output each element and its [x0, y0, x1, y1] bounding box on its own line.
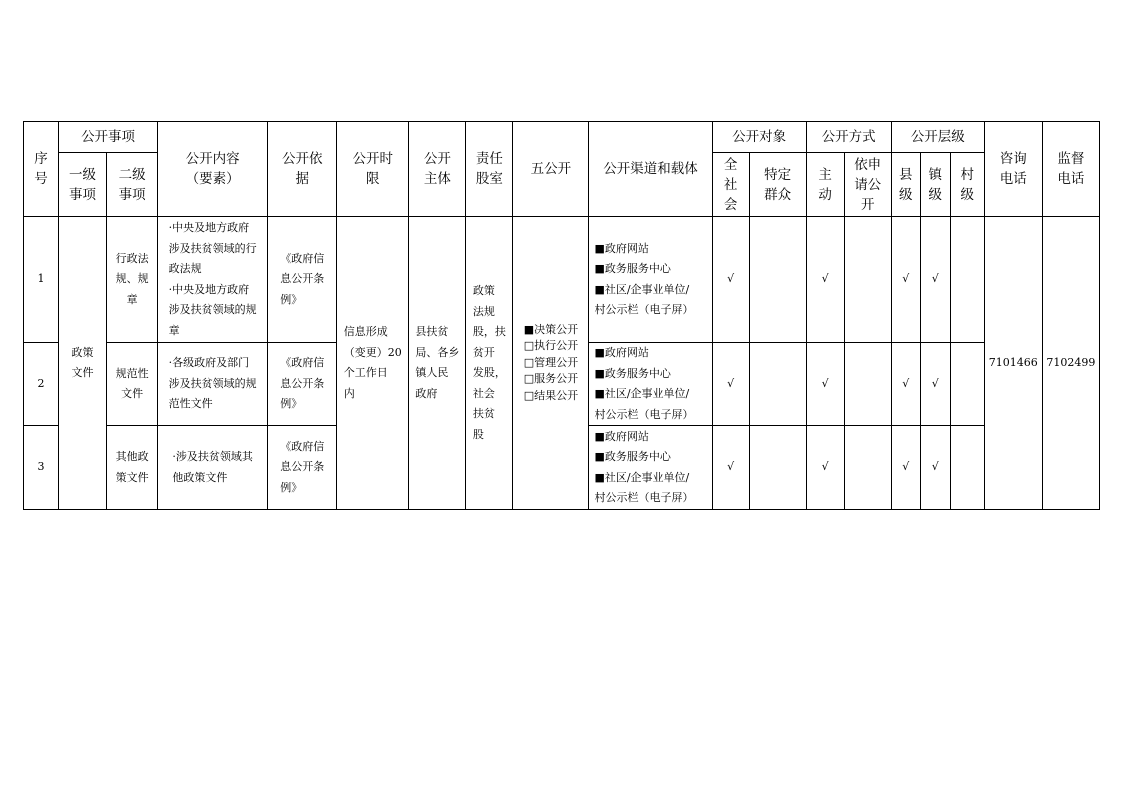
cell-mode-apply — [844, 217, 891, 343]
check-tier-county: √ — [891, 426, 920, 510]
header-level2: 二级 事项 — [107, 153, 158, 217]
cell-tier-village — [950, 343, 984, 426]
row-level2: 规范性 文件 — [107, 343, 158, 426]
disclosure-subject: 县扶贫 局、各乡 镇人民 政府 — [409, 217, 466, 510]
header-mode-active: 主 动 — [806, 153, 844, 217]
check-tier-county: √ — [891, 343, 920, 426]
check-tier-town: √ — [920, 426, 950, 510]
time-limit: 信息形成 （变更）20 个工作日 内 — [337, 217, 409, 510]
consult-phone: 7101466 — [984, 217, 1042, 510]
five-item-result: □结果公开 — [523, 388, 579, 402]
header-dept: 责任 股室 — [466, 122, 513, 217]
header-time: 公开时 限 — [337, 122, 409, 217]
header-mode: 公开方式 — [806, 122, 891, 153]
check-mode-active: √ — [806, 426, 844, 510]
row-basis: 《政府信 息公开条 例》 — [268, 426, 337, 510]
disclosure-table — [23, 121, 1100, 510]
row-level2: 其他政 策文件 — [107, 426, 158, 510]
check-tier-county: √ — [891, 217, 920, 343]
five-item-decision: ■决策公开 — [523, 322, 579, 336]
row-seq: 1 — [24, 217, 59, 343]
header-matter: 公开事项 — [59, 122, 158, 153]
header-seq: 序 号 — [24, 122, 59, 217]
row-content: ·中央及地方政府 涉及扶贫领域的行 政法规 ·中央及地方政府 涉及扶贫领域的规 章 — [158, 217, 268, 343]
check-tier-town: √ — [920, 217, 950, 343]
row-basis: 《政府信 息公开条 例》 — [268, 343, 337, 426]
header-five: 五公开 — [513, 122, 589, 217]
header-target: 公开对象 — [712, 122, 806, 153]
row-channel: ■政府网站 ■政务服务中心 ■社区/企事业单位/ 村公示栏（电子屏） — [589, 343, 712, 426]
cell-mode-apply — [844, 426, 891, 510]
header-mode-apply: 依申 请公 开 — [844, 153, 891, 217]
row-basis: 《政府信 息公开条 例》 — [268, 217, 337, 343]
header-supervise: 监督 电话 — [1042, 122, 1099, 217]
header-content: 公开内容 （要素） — [158, 122, 268, 217]
header-tier-county: 县 级 — [891, 153, 920, 217]
row-content: ·涉及扶贫领域其 他政策文件 — [158, 426, 268, 510]
row-channel: ■政府网站 ■政务服务中心 ■社区/企事业单位/ 村公示栏（电子屏） — [589, 426, 712, 510]
header-channel: 公开渠道和载体 — [589, 122, 712, 217]
header-consult: 咨询 电话 — [984, 122, 1042, 217]
header-target-specific: 特定 群众 — [749, 153, 806, 217]
cell-target-specific — [749, 217, 806, 343]
five-item-service: □服务公开 — [523, 372, 579, 386]
row-content: ·各级政府及部门 涉及扶贫领域的规 范性文件 — [158, 343, 268, 426]
row-seq: 2 — [24, 343, 59, 426]
check-target-all: √ — [712, 426, 749, 510]
row-seq: 3 — [24, 426, 59, 510]
header-tier: 公开层级 — [891, 122, 984, 153]
five-disclosures — [513, 217, 589, 510]
cell-target-specific — [749, 426, 806, 510]
cell-mode-apply — [844, 343, 891, 426]
table-row — [24, 217, 1100, 343]
check-mode-active: √ — [806, 217, 844, 343]
cell-tier-village — [950, 426, 984, 510]
header-tier-village: 村 级 — [950, 153, 984, 217]
header-tier-town: 镇 级 — [920, 153, 950, 217]
header-level1: 一级 事项 — [59, 153, 107, 217]
five-item-management: □管理公开 — [523, 355, 579, 369]
level1-policy-docs: 政策 文件 — [59, 217, 107, 510]
supervise-phone: 7102499 — [1042, 217, 1099, 510]
check-target-all: √ — [712, 217, 749, 343]
header-basis: 公开依 据 — [268, 122, 337, 217]
header-target-all: 全 社 会 — [712, 153, 749, 217]
header-subject: 公开 主体 — [409, 122, 466, 217]
check-target-all: √ — [712, 343, 749, 426]
cell-target-specific — [749, 343, 806, 426]
check-mode-active: √ — [806, 343, 844, 426]
five-item-execution: □执行公开 — [523, 339, 579, 353]
check-tier-town: √ — [920, 343, 950, 426]
row-channel: ■政府网站 ■政务服务中心 ■社区/企事业单位/ 村公示栏（电子屏） — [589, 217, 712, 343]
responsible-dept: 政策 法规 股，扶 贫开 发股， 社会 扶贫 股 — [466, 217, 513, 510]
cell-tier-village — [950, 217, 984, 343]
row-level2: 行政法 规、规 章 — [107, 217, 158, 343]
